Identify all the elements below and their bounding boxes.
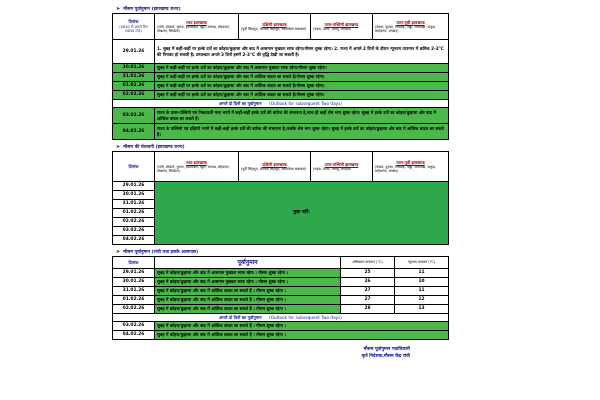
signature-title: मौसम पूर्वानुमान पदाधिकारी	[363, 347, 410, 352]
warning-header-row	[113, 152, 449, 182]
signature-office: कृते निदेशक,मौसम केंद्र रांची	[361, 354, 410, 360]
outlook-title-en: (Outlook for subsequent Two days)	[269, 100, 342, 106]
region-south-header: दक्षिणी झारखण्ड (पूर्वी सिंहभूम, पश्चिमी सिंहभूम, सरायकेला खरसावां)	[239, 14, 311, 40]
max-temp: 27	[341, 287, 395, 296]
min-temp-header: न्यूनतम तापमान (°C)	[395, 257, 449, 269]
row-date: 31.01.26	[113, 73, 155, 82]
max-temp: 25	[341, 269, 395, 278]
min-temp: 11	[395, 287, 449, 296]
table-row	[113, 73, 449, 82]
row-date: 29.01.26	[113, 40, 155, 64]
signature-block	[112, 346, 448, 361]
row-date: 29.01.26	[113, 182, 155, 191]
row-date: 03.02.26	[113, 108, 155, 124]
row-forecast: सुबह में कहीं-कहीं पर हल्के दर्जे का कोहरा/कुहासा और बाद में आसमान मुख्यतः साफ रहेगा।मौसम शुष्क रहेगा।	[155, 64, 449, 73]
forecast-table	[112, 13, 449, 140]
row-forecast: सुबह में कहीं-कहीं पर हल्के दर्जे का कोहरा/कुहासा और बाद में आंशिक बादल छा सकते हैं।मौसम शुष्क रहेगा।	[155, 91, 449, 100]
row-date: 04.02.26	[113, 331, 155, 340]
min-temp: 12	[395, 296, 449, 305]
max-temp-header: अधिकतम तापमान (°C)	[341, 257, 395, 269]
row-forecast: सुबह में कोहरा/कुहासा और बाद में आंशिक बादल छा सकते हैं । मौसम शुष्क रहेगा ।	[155, 322, 449, 331]
row-forecast: सुबह में कोहरा/कुहासा और बाद में आंशिक बादल छा सकते हैं । मौसम शुष्क रहेगा ।	[155, 331, 449, 340]
row-date: 02.02.26	[113, 91, 155, 100]
row-date: 04.02.26	[113, 236, 155, 245]
section1-title: ➤ मौसम पूर्वानुमान (झारखण्ड राज्य)	[116, 5, 181, 12]
region-northeast-header: उत्तर-पूर्वी झारखण्ड (देवघर, दुमका, गिरिडीह, गोड्डा, जामताड़ा, पाकुड़, साहेबगंज, धनबाद)	[373, 152, 449, 182]
row-forecast: सुबह में कहीं-कहीं पर हल्के दर्जे का कोहरा/कुहासा और बाद में आंशिक बादल छा सकते हैं।मौसम शुष्क रहेगा।	[155, 82, 449, 91]
max-temp: 27	[341, 296, 395, 305]
region-central-header: मध्य झारखण्ड (रांची, बोकारो, गुमला, हज़ारीबाग, खूंटी, रामगढ़, लोहरदगा, कोडरमा, सिमडेगा)	[155, 152, 239, 182]
row-date: 30.01.26	[113, 191, 155, 200]
table-row	[113, 108, 449, 124]
outlook-header-row	[113, 314, 449, 322]
row-forecast: सुबह में कोहरा/कुहासा और बाद में आसमान मुख्यतः साफ रहेगा । मौसम शुष्क रहेगा ।	[155, 269, 341, 278]
table-row	[113, 182, 449, 191]
table-row	[113, 82, 449, 91]
region-northwest-header: उत्तर-पश्चिमी झारखण्ड (गढ़वा, चतरा, पलामू, लातेहार)	[311, 152, 373, 182]
row-forecast: सुबह में कोहरा/कुहासा और बाद में आंशिक बादल छा सकते हैं । मौसम शुष्क रहेगा ।	[155, 305, 341, 314]
region-south-header: दक्षिणी झारखण्ड (पूर्वी सिंहभूम, पश्चिमी सिंहभूम, सरायकेला खरसावां)	[239, 152, 311, 182]
row-date: 30.01.26	[113, 278, 155, 287]
row-date: 03.02.26	[113, 227, 155, 236]
row-date: 01.02.26	[113, 296, 155, 305]
arrow-icon: ➤	[116, 5, 121, 12]
row-date: 01.02.26	[113, 82, 155, 91]
row-date: 04.02.26	[113, 124, 155, 140]
section3-title: ➤ मौसम पूर्वानुमान (रांची तथा इसके आसपास)	[116, 248, 199, 255]
date-header: दिनांक	[113, 152, 155, 182]
table-row	[113, 269, 449, 278]
row-forecast: सुबह में कोहरा/कुहासा और बाद में आसमान मुख्यतः साफ रहेगा । मौसम शुष्क रहेगा ।	[155, 278, 341, 287]
max-temp: 28	[341, 305, 395, 314]
table-row	[113, 91, 449, 100]
warning-text: कुछ नहीं।	[155, 182, 449, 245]
weather-bulletin	[112, 4, 448, 361]
outlook-header-row	[113, 100, 449, 108]
row-date: 02.02.26	[113, 218, 155, 227]
forecast-header: पूर्वानुमान	[155, 257, 341, 269]
row-date: 01.02.26	[113, 209, 155, 218]
table-row	[113, 305, 449, 314]
outlook-title: अगले दो दिनों का पूर्वानुमान	[219, 100, 262, 106]
table-row	[113, 278, 449, 287]
forecast-header-row	[113, 14, 449, 40]
table-row	[113, 331, 449, 340]
table-row	[113, 322, 449, 331]
region-central-header: मध्य झारखण्ड (रांची, बोकारो, गुमला, हज़ारीबाग, खूंटी, रामगढ़, लोहरदगा, कोडरमा, सिमडेगा)	[155, 14, 239, 40]
row-forecast: 1. सुबह में कहीं-कहीं पर हल्के दर्जे का कोहरा/कुहासा और बाद में आसमान मुख्यतः साफ रहेगा।मौसम शुष्क रहेगा। 2. राज्य में अगले 2 दिनों के दौरान न्यूनतम तापमान में क्रमिक 2-3°C की गिरावट हो सकती है; तत्पश्चात अगले 3 दिनों इसमें 2-3°C की वृद्धि देखी जा सकती है।	[155, 40, 449, 64]
outlook-title: अगले दो दिनों का पूर्वानुमान	[219, 314, 262, 320]
row-forecast: सुबह में कहीं-कहीं पर हल्के दर्जे का कोहरा/कुहासा और बाद में आंशिक बादल छा सकते हैं।मौसम शुष्क रहेगा।	[155, 73, 449, 82]
min-temp: 10	[395, 278, 449, 287]
ranchi-table	[112, 256, 449, 340]
row-forecast: राज्य के उत्तर-पश्चिमी एवं निकटवर्ती मध्य भागों में कहीं-कहीं हल्के दर्जे की बारिश की संभावना है,साथ ही कहीं शेष भाग शुष्क रहेगा। सुबह में हल्के दर्जे का कोहरा/कुहासा और बाद में आंशिक बादल छा सकते हैं।	[155, 108, 449, 124]
min-temp: 11	[395, 269, 449, 278]
region-northeast-header: उत्तर-पूर्वी झारखण्ड (देवघर, दुमका, गिरिडीह, गोड्डा, जामताड़ा, पाकुड़, साहेबगंज, धनबाद)	[373, 14, 449, 40]
table-row	[113, 296, 449, 305]
row-date: 03.02.26	[113, 322, 155, 331]
table-row	[113, 64, 449, 73]
min-temp: 13	[395, 305, 449, 314]
arrow-icon: ➤	[116, 143, 121, 150]
arrow-icon: ➤	[116, 248, 121, 255]
ranchi-header-row	[113, 257, 449, 269]
row-date: 02.02.26	[113, 305, 155, 314]
date-header: दिनांक	[113, 257, 155, 269]
table-row	[113, 40, 449, 64]
max-temp: 26	[341, 278, 395, 287]
row-forecast: राज्य के पश्चिमी एवं दक्षिणी भागों में कहीं-कहीं हल्के दर्जे की बारिश की संभावना है,जबकि शेष भाग शुष्क रहेगा। सुबह में हल्के दर्जे का कोहरा/कुहासा और बाद में आंशिक बादल छा सकते हैं।	[155, 124, 449, 140]
region-northwest-header: उत्तर-पश्चिमी झारखण्ड (गढ़वा, चतरा, पलामू, लातेहार)	[311, 14, 373, 40]
table-row	[113, 124, 449, 140]
row-date: 31.01.26	[113, 200, 155, 209]
section2-title: ➤ मौसम की चेतावनी (झारखण्ड राज्य)	[116, 143, 185, 150]
date-header: दिनांक (0830 से अगले दिन 0830 तक)	[113, 14, 155, 40]
outlook-title-en: (Outlook for subsequent Two days)	[269, 314, 342, 320]
row-date: 31.01.26	[113, 287, 155, 296]
row-forecast: सुबह में कोहरा/कुहासा और बाद में आंशिक बादल छा सकते हैं । मौसम शुष्क रहेगा ।	[155, 296, 341, 305]
table-row	[113, 287, 449, 296]
row-forecast: सुबह में कोहरा/कुहासा और बाद में आंशिक बादल छा सकते हैं । मौसम शुष्क रहेगा ।	[155, 287, 341, 296]
row-date: 30.01.26	[113, 64, 155, 73]
warning-table	[112, 151, 449, 245]
row-date: 29.01.26	[113, 269, 155, 278]
